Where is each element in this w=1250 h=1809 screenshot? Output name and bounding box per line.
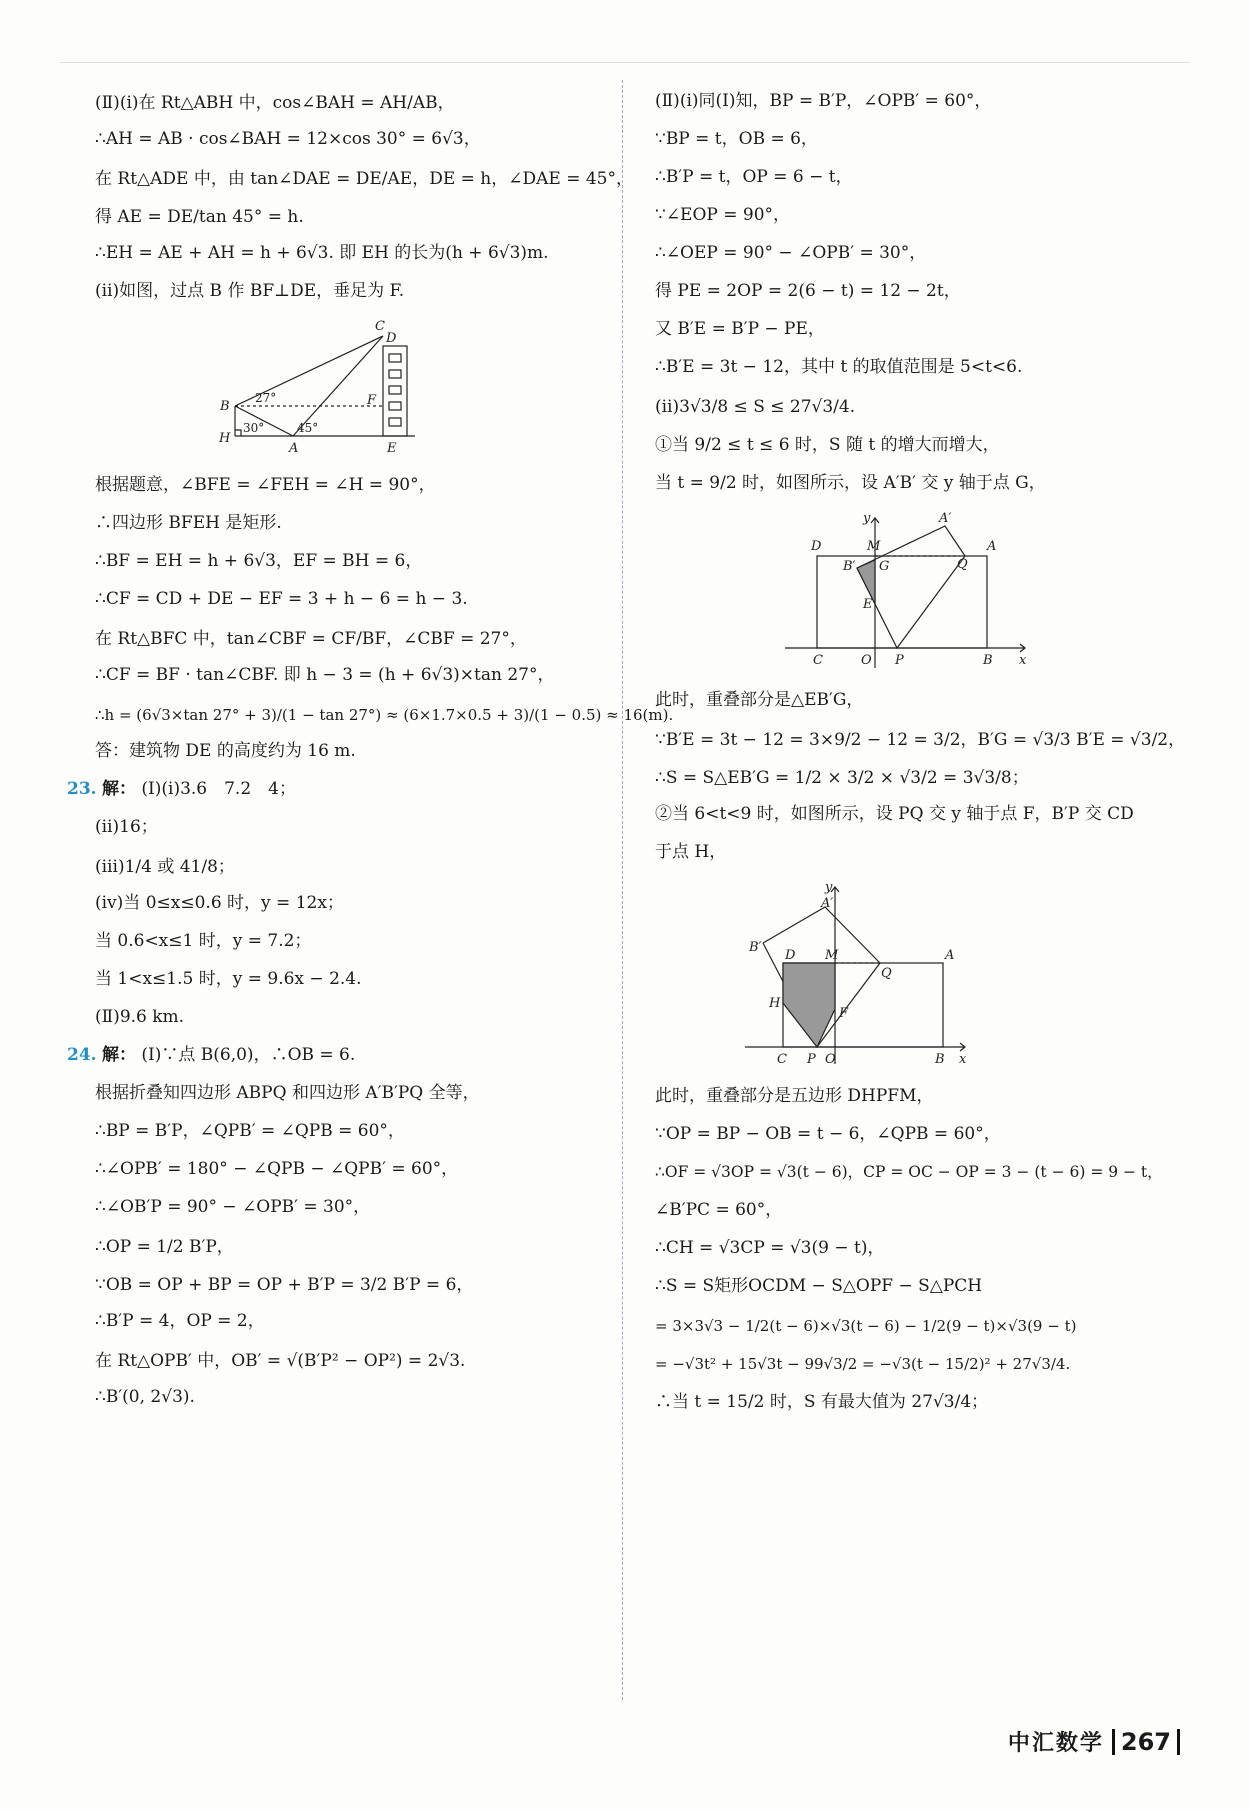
text-line: ∵OB = OP + BP = OP + B′P = 3/2 B′P = 6， bbox=[95, 1275, 474, 1295]
text-line: 在 Rt△OPB′ 中，OB′ = √(B′P² − OP²) = 2√3. bbox=[95, 1351, 466, 1371]
fig-label: Q bbox=[957, 557, 968, 572]
fig-label: A′ bbox=[939, 511, 952, 526]
brand-name: 中汇数学 bbox=[1007, 1731, 1104, 1756]
fig-label: D bbox=[785, 948, 796, 963]
text-line: 答：建筑物 DE 的高度约为 16 m. bbox=[95, 741, 356, 761]
fig-label: 45° bbox=[297, 421, 319, 435]
text-line: ①当 9/2 ≤ t ≤ 6 时，S 随 t 的增大而增大， bbox=[655, 435, 1000, 455]
fig-label: P bbox=[807, 1052, 816, 1067]
text-line: ∴OF = √3OP = √3(t − 6)，CP = OC − OP = 3 − (t − 6) = 9 − t， bbox=[655, 1163, 1163, 1181]
text-line: ∴EH = AE + AH = h + 6√3. 即 EH 的长为(h + 6√3)m. bbox=[95, 243, 549, 263]
fig-label: P bbox=[895, 653, 904, 668]
fig-label: Q bbox=[881, 966, 892, 981]
fig-label: D bbox=[386, 331, 397, 346]
fig-label: C bbox=[813, 653, 823, 668]
text-line: 此时，重叠部分是△EB′G， bbox=[655, 690, 864, 710]
text-line: (Ⅰ)∵点 B(6,0)，∴OB = 6. bbox=[141, 1045, 356, 1065]
fig-label: C bbox=[375, 319, 385, 334]
fig-label: 27° bbox=[255, 391, 277, 405]
text-line: ∴h = (6√3×tan 27° + 3)/(1 − tan 27°) ≈ (6×1.7×0.5 + 3)/(1 − 0.5) ≈ 16(m). bbox=[95, 706, 674, 724]
text-line: = −√3t² + 15√3t − 99√3/2 = −√3(t − 15/2)² + 27√3/4. bbox=[655, 1355, 1071, 1373]
fig-label: M bbox=[867, 539, 881, 554]
text-line: ∴B′(0, 2√3). bbox=[95, 1387, 195, 1407]
fig-label: A bbox=[289, 441, 299, 456]
text-line: ②当 6<t<9 时，如图所示，设 PQ 交 y 轴于点 F，B′P 交 CD bbox=[655, 804, 1134, 824]
column-divider bbox=[622, 80, 623, 1700]
fig-label: y bbox=[863, 511, 871, 526]
text-line: 根据折叠知四边形 ABPQ 和四边形 A′B′PQ 全等， bbox=[95, 1083, 480, 1103]
text-line: ∴BF = EH = h + 6√3，EF = BH = 6， bbox=[95, 551, 423, 571]
fig-label: E bbox=[863, 597, 873, 612]
fig-label: B bbox=[983, 653, 993, 668]
text-line: 在 Rt△BFC 中，tan∠CBF = CF/BF，∠CBF = 27°， bbox=[95, 629, 527, 649]
text-line: ∴当 t = 15/2 时，S 有最大值为 27√3/4； bbox=[655, 1392, 989, 1412]
question-number: 24. bbox=[67, 1045, 97, 1065]
question-number: 23. bbox=[67, 779, 97, 799]
text-line: 当 1<x≤1.5 时，y = 9.6x − 2.4. bbox=[95, 969, 362, 989]
text-line: (ⅱ)如图，过点 B 作 BF⊥DE，垂足为 F. bbox=[95, 281, 405, 301]
fig-label: y bbox=[825, 880, 833, 895]
text-line: 得 AE = DE/tan 45° = h. bbox=[95, 207, 304, 227]
text-line: ∴BP = B′P，∠QPB′ = ∠QPB = 60°， bbox=[95, 1121, 405, 1141]
fig-label: M bbox=[825, 948, 839, 963]
fig-label: A bbox=[945, 948, 955, 963]
text-line: ∵OP = BP − OB = t − 6，∠QPB = 60°， bbox=[655, 1124, 1001, 1144]
text-line: ∴B′E = 3t − 12，其中 t 的取值范围是 5<t<6. bbox=[655, 357, 1023, 377]
fig-label: H bbox=[769, 996, 781, 1011]
answer-label: 解： bbox=[101, 779, 136, 799]
text-line: ∴CF = CD + DE − EF = 3 + h − 6 = h − 3. bbox=[95, 589, 468, 609]
fig-label: E bbox=[387, 441, 397, 456]
fig-label: A′ bbox=[821, 896, 834, 911]
coordinate-figure-2 bbox=[715, 879, 975, 1069]
fig-label: O bbox=[825, 1052, 836, 1067]
left-column bbox=[67, 90, 674, 1424]
fig-label: B′ bbox=[749, 940, 762, 955]
text-line: ∴∠OPB′ = 180° − ∠QPB − ∠QPB′ = 60°， bbox=[95, 1159, 459, 1179]
coordinate-figure-1 bbox=[775, 508, 1035, 673]
fig-label: 30° bbox=[243, 421, 265, 435]
text-line: ∵B′E = 3t − 12 = 3×9/2 − 12 = 3/2，B′G = √3/3 B′E = √3/2， bbox=[655, 730, 1186, 750]
question-23-header bbox=[67, 778, 615, 800]
text-line: ∵BP = t，OB = 6， bbox=[655, 129, 818, 149]
top-rule bbox=[60, 62, 1190, 63]
text-line: = 3×3√3 − 1/2(t − 6)×√3(t − 6) − 1/2(9 − t)×√3(9 − t) bbox=[655, 1317, 1077, 1335]
text-line: 当 t = 9/2 时，如图所示，设 A′B′ 交 y 轴于点 G， bbox=[655, 473, 1046, 493]
text-line: 于点 H， bbox=[655, 842, 727, 862]
page-footer bbox=[1008, 1726, 1180, 1757]
text-line: (ⅳ)当 0≤x≤0.6 时，y = 12x； bbox=[95, 893, 344, 913]
building-figure bbox=[205, 318, 565, 458]
fig-label: x bbox=[1019, 653, 1027, 668]
text-line: ∴B′P = t，OP = 6 − t， bbox=[655, 167, 853, 187]
text-line: ∴B′P = 4，OP = 2， bbox=[95, 1311, 265, 1331]
text-line: (Ⅱ)(ⅰ)在 Rt△ABH 中，cos∠BAH = AH/AB， bbox=[95, 93, 455, 113]
text-line: (ⅲ)1/4 或 41/8； bbox=[95, 857, 235, 877]
text-line: 根据题意，∠BFE = ∠FEH = ∠H = 90°， bbox=[95, 475, 436, 495]
fig-label: B bbox=[935, 1052, 945, 1067]
fig-label: D bbox=[811, 539, 822, 554]
text-line: ∴S = S矩形OCDM − S△OPF − S△PCH bbox=[655, 1276, 983, 1296]
text-line: (ⅱ)3√3/8 ≤ S ≤ 27√3/4. bbox=[655, 397, 856, 417]
fig-label: H bbox=[219, 431, 231, 446]
text-line: (ⅱ)16； bbox=[95, 817, 158, 837]
fig-label: C bbox=[777, 1052, 787, 1067]
question-24-header bbox=[67, 1044, 615, 1066]
text-line: ∠B′PC = 60°， bbox=[655, 1200, 783, 1220]
fig-label: B′ bbox=[843, 559, 856, 574]
text-line: ∵∠EOP = 90°， bbox=[655, 205, 791, 225]
text-line: ∴CH = √3CP = √3(9 − t)， bbox=[655, 1238, 885, 1258]
fig-label: O bbox=[861, 653, 872, 668]
page-number: 267 bbox=[1112, 1729, 1180, 1755]
text-line: ∴S = S△EB′G = 1/2 × 3/2 × √3/2 = 3√3/8； bbox=[655, 768, 1029, 788]
text-line: (Ⅱ)(ⅰ)同(Ⅰ)知，BP = B′P，∠OPB′ = 60°， bbox=[655, 91, 992, 111]
text-line: 在 Rt△ADE 中，由 tan∠DAE = DE/AE，DE = h，∠DAE = 45°， bbox=[95, 169, 633, 189]
text-line: ∴AH = AB · cos∠BAH = 12×cos 30° = 6√3， bbox=[95, 129, 481, 149]
fig-label: G bbox=[879, 559, 890, 574]
fig-label: A bbox=[987, 539, 997, 554]
right-column bbox=[655, 90, 1186, 1427]
text-line: ∴OP = 1/2 B′P， bbox=[95, 1237, 234, 1257]
text-line: (Ⅰ)(ⅰ)3.6 7.2 4； bbox=[141, 779, 296, 799]
text-line: ∴四边形 BFEH 是矩形. bbox=[95, 513, 282, 533]
fig-label: x bbox=[959, 1052, 967, 1067]
fig-label: F bbox=[367, 393, 377, 408]
text-line: ∴CF = BF · tan∠CBF. 即 h − 3 = (h + 6√3)×tan 27°， bbox=[95, 665, 555, 685]
text-line: (Ⅱ)9.6 km. bbox=[95, 1007, 185, 1027]
fig-label: B bbox=[220, 399, 230, 414]
text-line: 得 PE = 2OP = 2(6 − t) = 12 − 2t， bbox=[655, 281, 961, 301]
text-line: 又 B′E = B′P − PE， bbox=[655, 319, 825, 339]
text-line: ∴∠OEP = 90° − ∠OPB′ = 30°， bbox=[655, 243, 927, 263]
text-line: 当 0.6<x≤1 时，y = 7.2； bbox=[95, 931, 312, 951]
text-line: ∴∠OB′P = 90° − ∠OPB′ = 30°， bbox=[95, 1197, 371, 1217]
text-line: 此时，重叠部分是五边形 DHPFM， bbox=[655, 1086, 934, 1106]
answer-label: 解： bbox=[101, 1045, 136, 1065]
fig-label: F bbox=[839, 1006, 849, 1021]
